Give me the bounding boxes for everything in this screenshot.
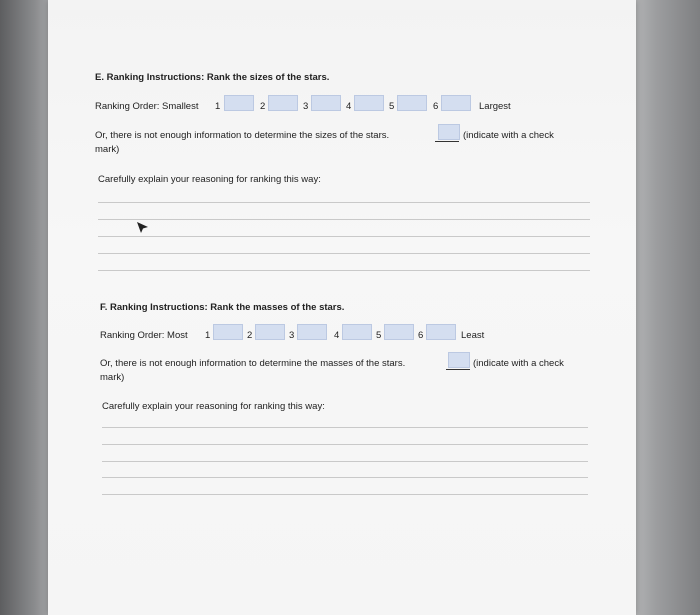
section-e-answer-line-2[interactable] xyxy=(98,219,590,220)
section-f-rank-box-5[interactable] xyxy=(384,324,414,340)
worksheet-page xyxy=(48,0,636,615)
section-e-alt-text: Or, there is not enough information to determine the sizes of the stars. xyxy=(95,130,390,141)
desk-right-background xyxy=(628,0,700,615)
section-f-answer-line-1[interactable] xyxy=(102,427,588,428)
section-f-explain-label: Carefully explain your reasoning for ranking this way: xyxy=(102,401,325,412)
section-e-check-underline xyxy=(435,141,459,142)
section-e-rank-number-6: 6 xyxy=(433,101,439,112)
section-e-rank-box-3[interactable] xyxy=(311,95,341,111)
section-f-answer-line-4[interactable] xyxy=(102,477,588,478)
section-f-check-note-continued: mark) xyxy=(100,372,125,383)
section-f-check-note: (indicate with a check xyxy=(473,358,564,369)
section-f-order-label: Ranking Order: Most xyxy=(100,330,188,341)
section-e-check-note: (indicate with a check xyxy=(463,130,554,141)
section-f-rank-box-6[interactable] xyxy=(426,324,456,340)
section-e-end-label: Largest xyxy=(479,101,511,112)
section-f-rank-number-6: 6 xyxy=(418,330,424,341)
section-f-check-underline xyxy=(446,369,470,370)
section-f-check-box[interactable] xyxy=(448,352,470,368)
section-f-rank-number-5: 5 xyxy=(376,330,382,341)
section-f-rank-number-1: 1 xyxy=(205,330,211,341)
section-f-answer-line-2[interactable] xyxy=(102,444,588,445)
section-e-check-note-continued: mark) xyxy=(95,144,120,155)
section-f-rank-number-4: 4 xyxy=(334,330,340,341)
section-f-heading: F. Ranking Instructions: Rank the masses of the stars. xyxy=(100,302,345,313)
desk-left-background xyxy=(0,0,50,615)
section-e-rank-box-4[interactable] xyxy=(354,95,384,111)
section-e-answer-line-3[interactable] xyxy=(98,236,590,237)
section-f-answer-line-3[interactable] xyxy=(102,461,588,462)
section-e-rank-box-6[interactable] xyxy=(441,95,471,111)
section-e-answer-line-1[interactable] xyxy=(98,202,590,203)
section-f-alt-text: Or, there is not enough information to determine the masses of the stars. xyxy=(100,358,406,369)
section-f-rank-box-3[interactable] xyxy=(297,324,327,340)
section-e-order-label: Ranking Order: Smallest xyxy=(95,101,199,112)
section-e-rank-box-2[interactable] xyxy=(268,95,298,111)
section-e-check-box[interactable] xyxy=(438,124,460,140)
pointer-cursor-icon xyxy=(136,221,150,235)
section-e-rank-box-5[interactable] xyxy=(397,95,427,111)
section-f-rank-box-1[interactable] xyxy=(213,324,243,340)
section-e-rank-number-5: 5 xyxy=(389,101,395,112)
section-f-end-label: Least xyxy=(461,330,485,341)
section-f-answer-line-5[interactable] xyxy=(102,494,588,495)
section-e-rank-number-3: 3 xyxy=(303,101,309,112)
section-e-explain-label: Carefully explain your reasoning for ranking this way: xyxy=(98,174,321,185)
section-e-rank-number-2: 2 xyxy=(260,101,266,112)
section-e-answer-line-4[interactable] xyxy=(98,253,590,254)
section-f-rank-number-2: 2 xyxy=(247,330,253,341)
section-e-rank-box-1[interactable] xyxy=(224,95,254,111)
section-e-rank-number-1: 1 xyxy=(215,101,221,112)
section-f-rank-number-3: 3 xyxy=(289,330,295,341)
section-e-heading: E. Ranking Instructions: Rank the sizes of the stars. xyxy=(95,72,330,83)
section-f-rank-box-2[interactable] xyxy=(255,324,285,340)
section-e-rank-number-4: 4 xyxy=(346,101,352,112)
section-f-rank-box-4[interactable] xyxy=(342,324,372,340)
section-e-answer-line-5[interactable] xyxy=(98,270,590,271)
